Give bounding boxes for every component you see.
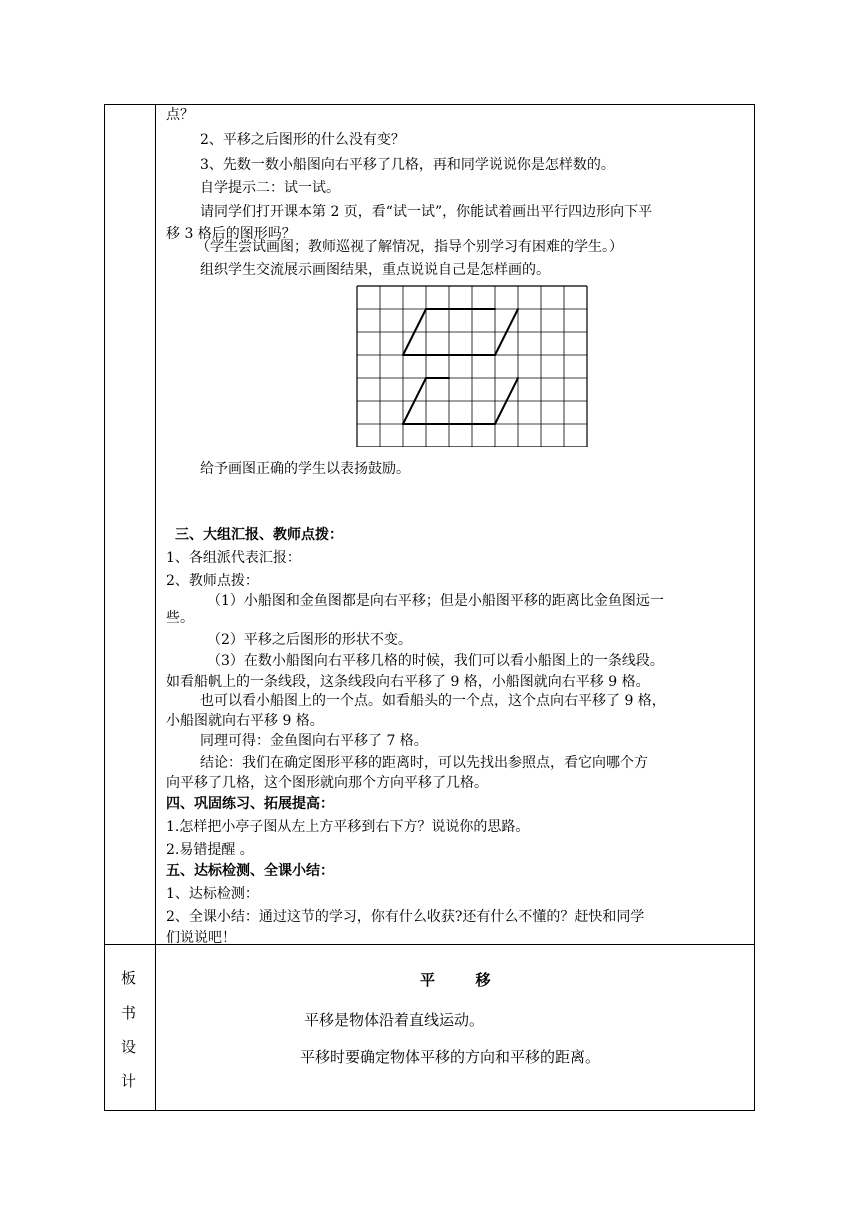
text-line: 给予画图正确的学生以表扬鼓励。 — [200, 461, 410, 477]
grid-diagram — [356, 285, 588, 447]
text-line: 2、全课小结：通过这节的学习，你有什么收获?还有什么不懂的？赶快和同学 — [166, 909, 645, 925]
text-line: 们说说吧！ — [166, 930, 236, 946]
text-line: （3）在数小船图向右平移几格的时候，我们可以看小船图上的一条线段。 — [207, 653, 664, 669]
board-line-1: 平移是物体沿着直线运动。 — [304, 1011, 485, 1029]
label-char: 板 — [121, 969, 137, 987]
text-line: 1、各组派代表汇报： — [166, 550, 301, 566]
text-line: 3、先数一数小船图向右平移了几格，再和同学说说你是怎样数的。 — [200, 157, 615, 173]
text-line: 1、达标检测： — [166, 886, 259, 902]
text-line: 点？ — [166, 107, 194, 123]
text-line: 些。 — [166, 610, 194, 626]
text-line: 也可以看小船图上的一个点。如看船头的一个点，这个点向右平移了 9 格， — [200, 693, 666, 709]
text-line: 移 3 格后的图形吗？ — [166, 226, 296, 242]
label-char: 设 — [121, 1038, 137, 1056]
text-line: 结论：我们在确定图形平移的距离时，可以先找出参照点，看它向哪个方 — [200, 755, 648, 771]
text-line: 向平移了几格，这个图形就向那个方向平移了几格。 — [166, 775, 488, 791]
text-line: 同理可得：金鱼图向右平移了 7 格。 — [200, 733, 428, 749]
text-line: （学生尝试画图；教师巡视了解情况，指导个别学习有困难的学生。） — [196, 239, 623, 255]
text-line: （1）小船图和金鱼图都是向右平移；但是小船图平移的距离比金鱼图远一 — [207, 593, 664, 609]
title-char: 平 — [420, 971, 436, 989]
title-char: 移 — [475, 971, 491, 989]
section-heading: 四、巩固练习、拓展提高： — [166, 796, 334, 812]
label-char: 计 — [121, 1072, 137, 1090]
board-line-2: 平移时要确定物体平移的方向和平移的距离。 — [300, 1048, 601, 1066]
text-line: 1.怎样把小亭子图从左上方平移到右下方？说说你的思路。 — [166, 819, 530, 835]
label-char: 书 — [121, 1004, 137, 1022]
section-heading: 三、大组汇报、教师点拨： — [175, 527, 343, 543]
text-line: 2、平移之后图形的什么没有变？ — [200, 132, 405, 148]
text-line: 2、教师点拨： — [166, 573, 259, 589]
grid-lines — [357, 286, 587, 447]
text-line: 2.易错提醒 。 — [166, 842, 254, 858]
text-line: 请同学们打开课本第 2 页，看“试一试”，你能试着画出平行四边形向下平 — [200, 204, 653, 220]
text-line: （2）平移之后图形的形状不变。 — [207, 632, 412, 648]
text-line: 自学提示二：试一试。 — [200, 180, 340, 196]
text-line: 小船图就向右平移 9 格。 — [166, 713, 324, 729]
text-line: 如看船帆上的一条线段，这条线段向右平移了 9 格，小船图就向右平移 9 格。 — [166, 674, 650, 690]
section-heading: 五、达标检测、全课小结： — [166, 863, 334, 879]
board-title — [420, 969, 491, 990]
column-divider — [155, 104, 156, 1111]
text-line: 组织学生交流展示画图结果，重点说说自己是怎样画的。 — [200, 262, 550, 278]
